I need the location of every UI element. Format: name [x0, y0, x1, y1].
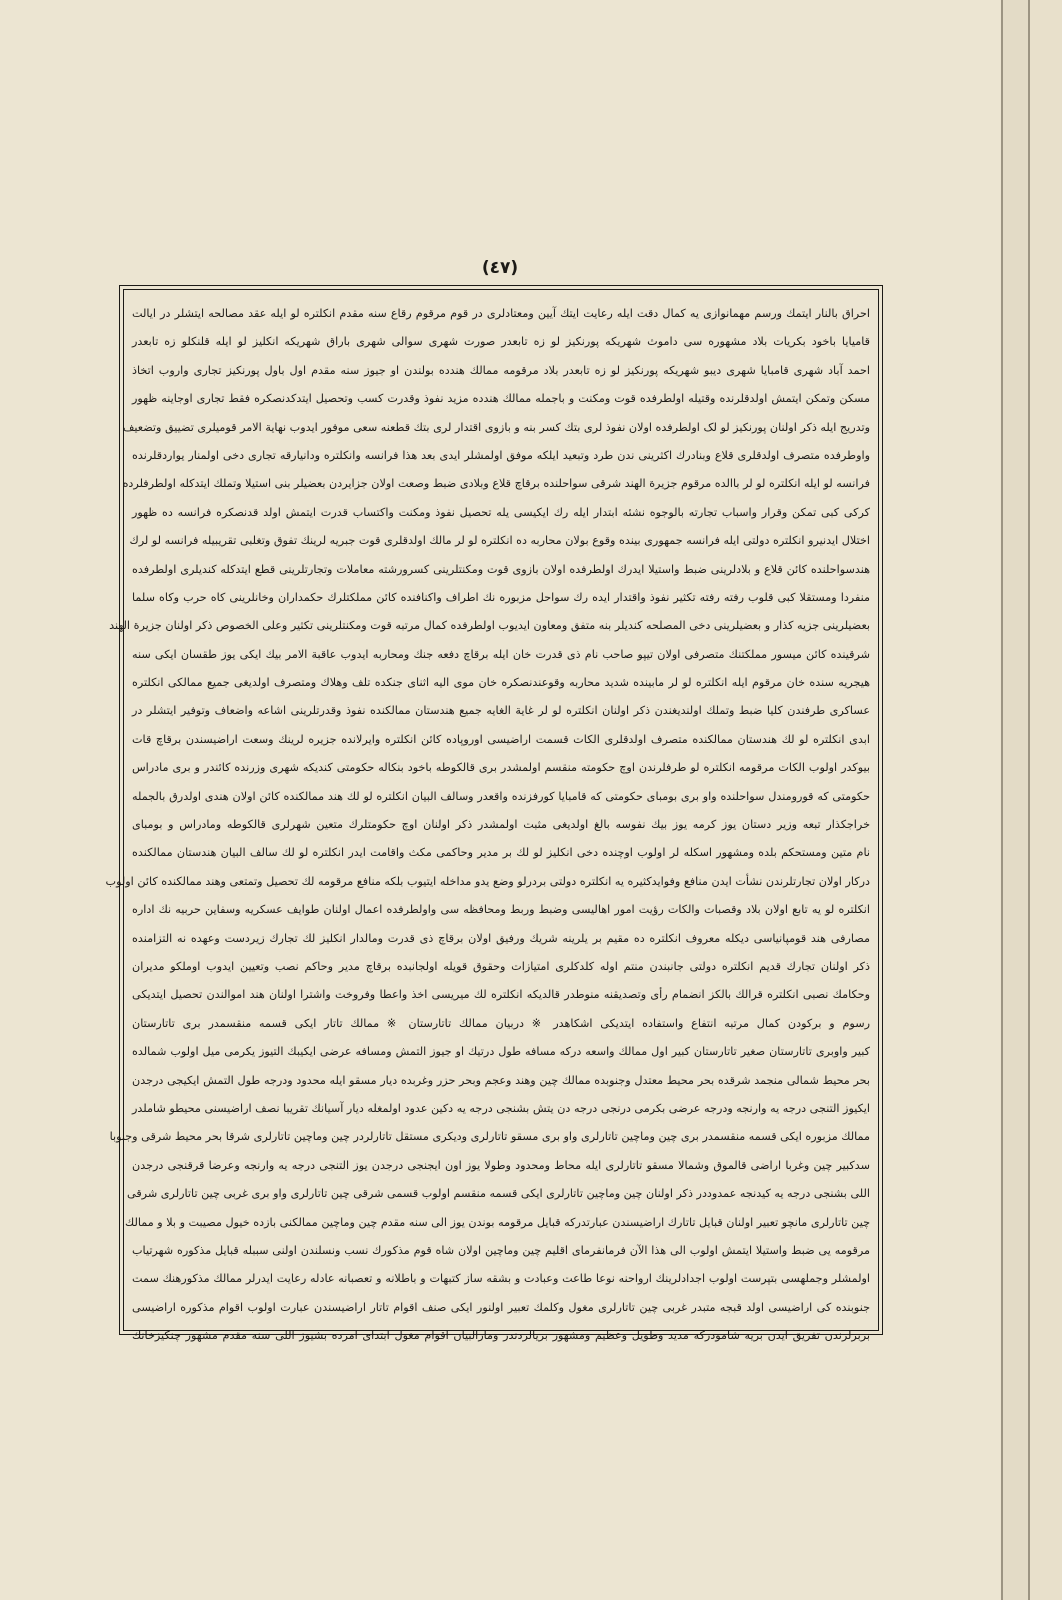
text-line: خراجکذار تبعه وزیر دستان یوز کرمه یوز بیك نفوسه بالغ اولدیغی مثبت اولمشدر ذکر اولنان اوچ حکومتلرك متعین شهرلری قالکوطه ومادراس و بومبای: [132, 818, 870, 832]
text-line: احمد آباد شهری قامبایا شهری دیبو شهریکه پورنکیز لو زه تابعدر بلاد مرقومه ممالك هندده بولندن او جیوز سنه مقدم اول باول پورنکیز تجارى واروب اتخاذ: [132, 363, 870, 377]
text-line: احراق بالنار ایتمك ورسم مهمانوازی یه کمال دقت ایله رعایت ایتك آیین ومعتادلری در قوم مرقوم رقاع سنه مقدم انکلتره لو ایله عقد مصالحه ایتشلر در ایالت: [132, 307, 870, 320]
text-line: وتدریج ایله ذکر اولنان پورنکیز لو لک اولطرفده اولان نفوذ لری بتك کسر بنه و بازوی اقتدار لری بتك قطعنه سعی موفور ایدوب نهایة الامر قومیلری تضییق وتضعیف: [122, 420, 870, 434]
text-line: ممالك مزبوره ایکی قسمه منقسمدر بری چین وماچین تاتارلری واو بری مسقو تاتارلری ودیکری مستقل تاتارلردر چین وماچین تاتارلری شرقا بحر محیط شرقی وجنوبا: [109, 1130, 870, 1144]
text-line: جنوبنده کی اراضیسی اولد قبجه متبدر غربی چین تاتارلری مغول وکلمك تعبیر اولنور ایکی صنف اقوام تاتار اراضیسندن عبارت اولوب اقوام مذکوره اراضیسی: [132, 1300, 870, 1314]
text-line: اللی بشنجی درجه یه کیدنجه عمدوددر ذکر اولنان چین وماچین تاتارلری ایکی قسمه منقسم اولوب قسمی شرقی چین تاتارلری واو بری غربی چین تاتارلری شرقی: [127, 1187, 870, 1201]
text-line: هیجریه سنده خان مرقوم ایله انکلتره لو لر مابینده شدید محاربه وقوعندنصکره خان موی الیه اثنای جنکده تلف وهلاك ومتصرف اولدیغی جمیع ممالکی انکلتره: [132, 676, 870, 690]
page-margin-strip: [1030, 0, 1062, 1600]
text-line: مصارفی هند قومپانیاسی دیکله معروف انکلتره ده مقیم بر یلرینه شریك ورفیق اولان برقاچ ذی قدرت ومالدار انکلیز لك تجارك زیردست وعهده نه التزامنده: [132, 931, 870, 945]
text-line: عساکری طرفندن کلیا ضبط وتملك اولندیغندن ذکر اولنان انکلتره لو لر غایة الغایه جمیع هندستان ممالکنده نفوذ وقدرتلرینی اشاعه واضعاف وتوفیر ایتشلر در: [132, 704, 870, 718]
text-line: مسکن وتمکن ایتمش اولدقلرنده وقتیله اولطرفده قوت ومکنت و باجمله ممالك هندده مزید نفوذ وقدرت کسب وتحصیل ایتدکدنصکره فقط تجاری اوجاینه ظهور: [132, 392, 870, 406]
text-line: رسوم و برکودن کمال مرتبه انتفاع واستفاده ایتدیکی اشکاهدر ※ دربیان ممالك تاتارستان ※ ممالك تاتار ایکی قسمه منقسمدر بری تاتارستان: [132, 1016, 870, 1030]
text-line: حکومتی که قورومندل سواحلنده واو بری بومبای حکومتی که قامبایا کورفزنده واقعدر وسالف البیان انکلتره لو لك هند ممالکنده کائن اولان هندی اولدرق بالجمله: [132, 789, 870, 803]
text-line: انکلتره لو یه تابع اولان بلاد وقصبات والکات رؤیت امور اهالیسی وضبط وربط ومحافظه سی واولطرفده اعمال اولنان طوایف عسکریه وسفاین حربیه نك اداره: [132, 903, 870, 917]
text-line: بیوکدر اولوب الکات مرقومه انکلتره لو طرفلرندن اوچ حکومته منقسم اولمشدر بری قالکوطه باخود بنکاله حکومتی کندیکه شهری وزرنده کائندر و بری مادراس: [132, 761, 870, 775]
text-line: شرقینده کائن میسور مملکتنك متصرفی اولان تیپو صاحب نام ذی قدرت خان ایله برقاچ دفعه جنك ومحاربه ایدوب عاقبة الامر بیك ایکی یوز طقسان ایکی سنه: [132, 647, 870, 661]
text-line: درکار اولان تجارتلرندن نشأت ایدن منافع وفوایدکثیره یه انکلتره دولتی بردرلو وضع یدو مداخله ایتیوب بلکه منافع مرقومه لك تحصیل وتمتعی وهند ممالکنده کائن اولوب: [105, 874, 870, 888]
text-line: قامیایا باخود بکریات بلاد مشهوره سی داموث شهریکه پورنکیز لو زه تابعدر صورت شهری سوالی شهری باراق شهریکه انکلیز لو ایله قلنکلو زه تابعدر: [132, 335, 870, 349]
text-line: ایکیوز التنجی درجه یه وارنجه ودرجه عرضی بکرمی درنجی درجه دن یتش بشنجی درجه یه دکین عدود اولمغله دیار آسیانك تقریبا نصف اراضیسنی محیطو شاملدر: [132, 1101, 870, 1115]
text-line: مرقومه یی ضبط واستیلا ایتمش اولوب الی هذا الآن فرمانفرمای اقلیم چین وماچین اولان شاه قوم مذکورك نسب ونسلندن اولنی سببله قبایل مذکوره شهرتیاب: [132, 1243, 870, 1257]
text-line: منفردا ومستقلا کبی قلوب رفته رفته تکثیر نفوذ واقتدار ایده رك سواحل مزبوره نك اطراف واکنافنده کائن مملکتلرك حکمداران وخانلرینی کاه حرب وکاه سلما: [132, 590, 870, 604]
page-number: (٤٧): [481, 258, 519, 278]
text-line: اولمشلر وجملهسی بتپرست اولوب اجدادلرینك ارواحنه نوعا طاعت وعبادت و بشقه ساز کتبهات و باطلانه و تعصبانه عادله رعایت ایدرلر ممالك مذکورهنك سمت: [132, 1272, 870, 1286]
text-line: وحکامك نصبی انکلتره قرالك بالکز انضمام رأی وتصدیقنه منوطدر قالدیکه انکلتره لك میریسی اخذ واعطا وفروخت واشترا اولنان هند اموالندن تحصیل ایتدیکی: [132, 988, 870, 1002]
text-line: ذکر اولنان تجارك قدیم انکلتره دولتی جانبندن منتم اوله کلدکلری امتیازات وحقوق قویله اولجانبده برقاچ مدیر وحاکم نصب وتعیین ایدوب اوملکو مدیران: [132, 959, 870, 973]
text-line: ابدی انکلتره لو لك هندستان ممالکنده متصرف اولدقلری الکات قسمت اراضیسی اوروپاده کائن انکلتره وایرلانده جزیره لرینك وسعت اراضیسندن برقاچ قات: [132, 732, 870, 746]
text-line: هندسواحلنده کائن قلاع و بلادلرینی ضبط واستیلا ایدرك اولطرفده اولان بازوی قوت ومکنتلرینی کسرورشته معاملات وتجارتلرینی قطع ایتدکله کندیلری اولطرفده: [132, 562, 870, 576]
text-column: [105, 300, 870, 1350]
text-line: چین تاتارلری مانچو تعبیر اولنان قبایل تاتارك اراضیسندن عبارتدرکه قبایل مرقومه بوندن یوز الی سنه مقدم چین وماچین ممالکنی بازده خیول مصیبت و بلا و ممالك: [125, 1215, 870, 1229]
text-line: بربرلرندن تفریق ایدن بریه شامودرکه مدید وطویل وعظیم ومشهور بریالردندر ومارالبیان اقوام مغول ابتدای امرده بشیوز اللی سنه مقدم مشهور چنکیزخانك: [132, 1329, 870, 1343]
text-line: بحر محیط شمالی منجمد شرقده بحر محیط معتدل وجنوبده ممالك چین وهند وعجم وبحر حزر وغربده دیار مسقو ایله محدود ودرجه طول التمش ایکیجی درجدن: [132, 1073, 870, 1087]
text-line: فرانسه لو ایله انکلتره لو لر باالده مرقوم جزیرة الهند شرقی سواحلنده برقاچ قلاع وبلادی ضبط وصعت اولان جزایردن بعضیلر بنی استیلا وتملك ایتدکله اولطرفلرده: [122, 477, 870, 491]
text-line: نام متین ومستحکم بلده ومشهور اسکله لر اولوب اوچنده دخی انکلیز لو لك بر مدیر وحاکمی مکث واقامت ایدر انکلتره لو لك سالف البیان هندستان ممالکنده: [132, 846, 870, 860]
page-gutter: [1003, 0, 1028, 1600]
text-line: اختلال ایدنیرو انکلتره دولتی ایله فرانسه جمهوری بینده وقوع بولان محاربه ده انکلتره لو لر مالك اولدقلری قوت جبریه لرینك تفوق وتغلبی تقریبیله فرانسه لو لرك: [129, 534, 870, 548]
text-frame-inner: [105, 289, 879, 1343]
text-line: کرکی کبی تمکن وقرار واسباب تجارته بالوجوه نشئه ابتدار ایله رك ایکیسی یله تحصیل نفوذ ومکنت واکتساب قدرت ایتمش اولد قدنصکره فرانسه ده ظهور: [132, 505, 870, 519]
text-line: بعضیلرینی جزیه کذار و بعضیلرینی دخی المصلحه کندیلر بنه متفق ومعاون ایدیوب اولطرفده کمال مرتبه قوت ومکنتلرینی تکثیر وعلی الخصوص ذکر اولنان جزیرة الهند: [109, 619, 870, 633]
text-frame-outer: [105, 285, 883, 1343]
text-line: واوطرفده متصرف اولدقلری قلاع وبنادرك اکثرینی ندن طرد وتبعید ایلکه موفق اولمشلر ایدی بعد هذا فرانسه وانکلتره ودانیارقه تجاری دخی اولمنار یواردقلرنده: [132, 448, 870, 462]
text-line: کبیر واوبری تاتارستان صغیر تاتارستان کبیر اول ممالك واسعه درکه مسافه طول درتیك او جیوز التمش ومسافه عرضی ایکیبك التیوز یکرمی میل اولوب شمالده: [132, 1045, 870, 1059]
text-line: سدکبیر چین وغربا اراضی قالموق وشمالا مسقو تاتارلری ایله محاط ومحدود وطولا یوز اون ایجنجی درجدن یوز التنجی درجه یه وارنجه وعرضا قرقنجی درجدن: [132, 1158, 870, 1172]
